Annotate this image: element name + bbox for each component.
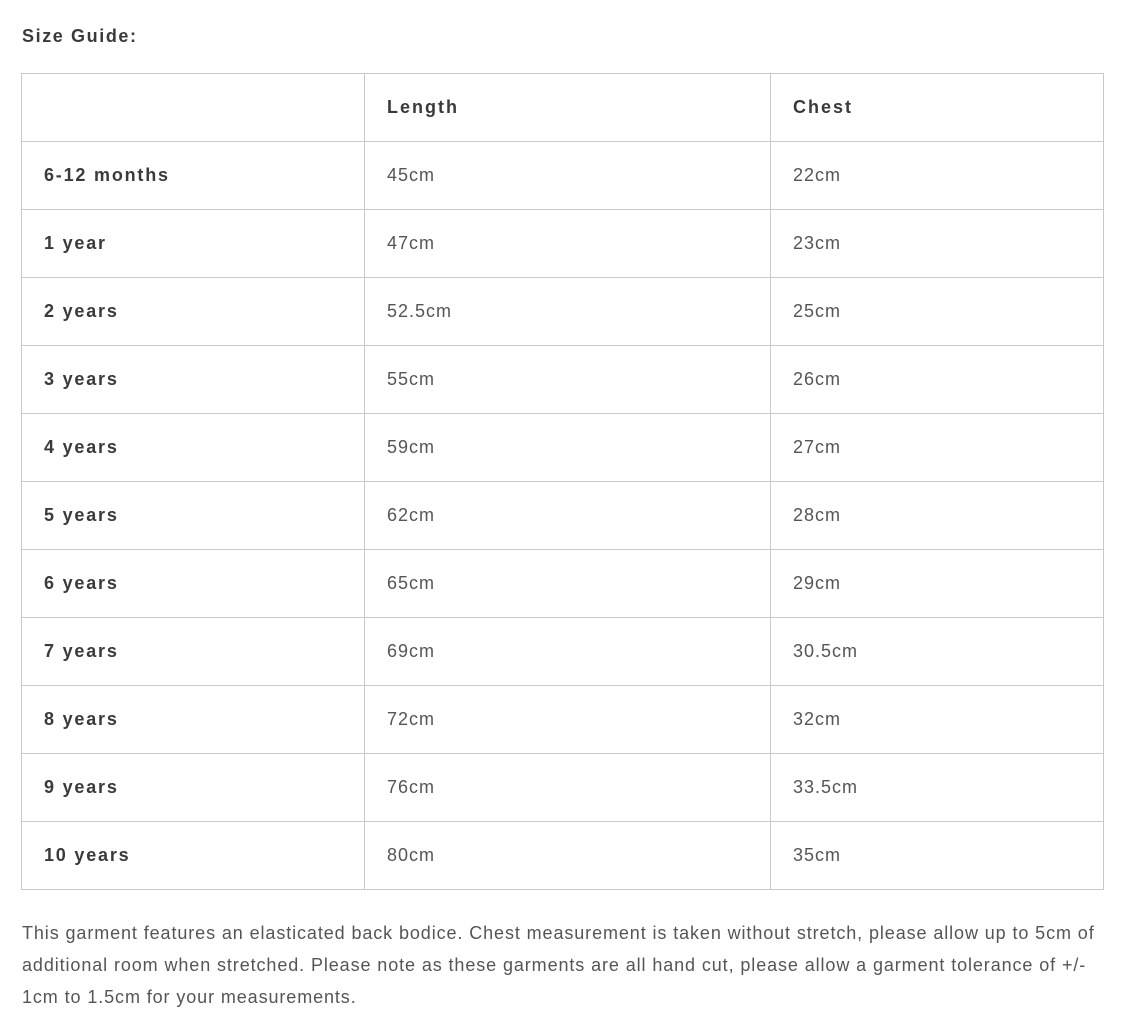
table-row: [22, 210, 1104, 278]
length-cell: 76cm: [365, 754, 771, 822]
chest-cell: 32cm: [771, 686, 1104, 754]
length-cell: 55cm: [365, 346, 771, 414]
size-cell: 5 years: [22, 482, 365, 550]
chest-cell: 25cm: [771, 278, 1104, 346]
table-row: [22, 618, 1104, 686]
length-cell: 52.5cm: [365, 278, 771, 346]
size-cell: 6-12 months: [22, 142, 365, 210]
length-cell: 72cm: [365, 686, 771, 754]
table-row: [22, 278, 1104, 346]
size-cell: 1 year: [22, 210, 365, 278]
chest-cell: 35cm: [771, 822, 1104, 890]
header-length: Length: [365, 74, 771, 142]
size-cell: 9 years: [22, 754, 365, 822]
table-body: [22, 142, 1104, 890]
length-cell: 65cm: [365, 550, 771, 618]
size-cell: 8 years: [22, 686, 365, 754]
table-row: [22, 346, 1104, 414]
size-cell: 4 years: [22, 414, 365, 482]
size-cell: 2 years: [22, 278, 365, 346]
chest-cell: 33.5cm: [771, 754, 1104, 822]
table-row: [22, 550, 1104, 618]
table-row: [22, 754, 1104, 822]
size-cell: 7 years: [22, 618, 365, 686]
page-title: Size Guide:: [22, 26, 138, 46]
size-cell: 3 years: [22, 346, 365, 414]
header-chest: Chest: [771, 74, 1104, 142]
header-size: [22, 74, 365, 142]
length-cell: 69cm: [365, 618, 771, 686]
table-row: [22, 482, 1104, 550]
chest-cell: 26cm: [771, 346, 1104, 414]
garment-note: This garment features an elasticated back bodice. Chest measurement is taken without stretch, please allow up to 5cm of additional room when stretched. Please note as these garments are all hand cut, please allow a garment tolerance of +/- 1cm to 1.5cm for your measurements.: [22, 923, 1095, 1007]
size-cell: 6 years: [22, 550, 365, 618]
chest-cell: 30.5cm: [771, 618, 1104, 686]
size-cell: 10 years: [22, 822, 365, 890]
chest-cell: 23cm: [771, 210, 1104, 278]
length-cell: 62cm: [365, 482, 771, 550]
chest-cell: 29cm: [771, 550, 1104, 618]
table-header-row: [22, 74, 1104, 142]
size-table: [21, 73, 1104, 890]
chest-cell: 27cm: [771, 414, 1104, 482]
table-row: [22, 142, 1104, 210]
chest-cell: 22cm: [771, 142, 1104, 210]
length-cell: 59cm: [365, 414, 771, 482]
chest-cell: 28cm: [771, 482, 1104, 550]
table-row: [22, 822, 1104, 890]
length-cell: 45cm: [365, 142, 771, 210]
table-row: [22, 686, 1104, 754]
length-cell: 47cm: [365, 210, 771, 278]
length-cell: 80cm: [365, 822, 771, 890]
table-row: [22, 414, 1104, 482]
